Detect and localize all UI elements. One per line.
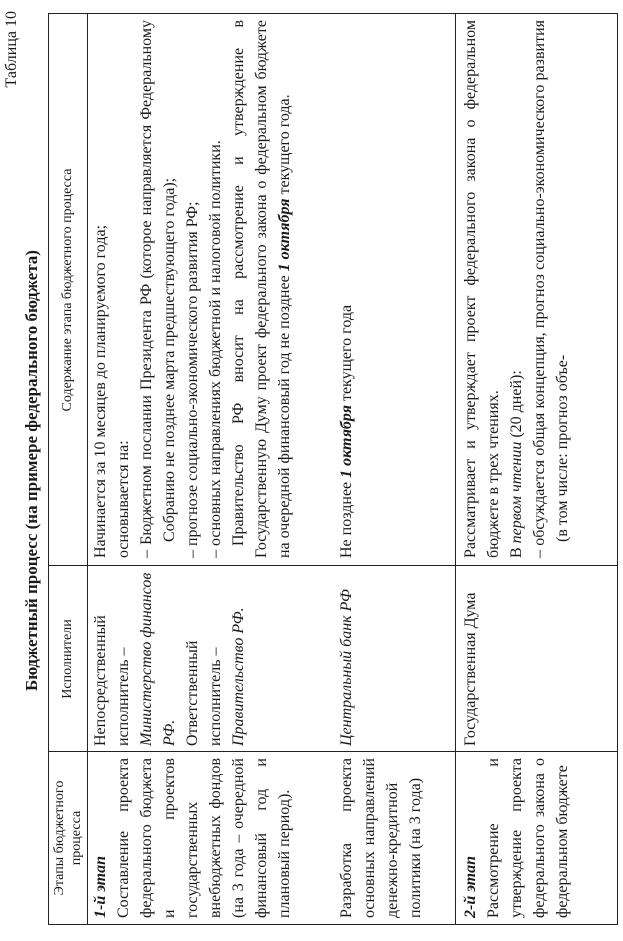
content-submission: Правительство РФ вносит на рассмотрение и утверждение в Государственную Думу проект федерального закона о федеральном бюджете на очередной финансовый год не позднее 1 октября текущего года. xyxy=(230,20,293,558)
row1-stage-cell xyxy=(89,758,296,918)
budget-process-table xyxy=(48,13,618,925)
performer-responsible-label: Ответственный исполнитель – xyxy=(184,640,224,746)
content-list-item: – обсуждается общая концепция, прогноз социально-экономического развития (в том числе: прогноз объе- xyxy=(531,20,571,558)
row2-stage-cell xyxy=(459,758,574,918)
deadline-date: 1 октября xyxy=(276,198,293,272)
stage-monetary-text: Разработка проекта основных направлений денежно-кредитной политики (на 3 года) xyxy=(338,758,424,918)
row1b-stage-cell xyxy=(335,758,427,918)
header-stages: Этапы бюджетного процесса xyxy=(52,780,84,896)
content-list-item: – основных направлениях бюджетной и налоговой политики. xyxy=(207,140,224,558)
performer-duma: Государственная Дума xyxy=(462,592,479,746)
header-performers: Исполнители xyxy=(60,619,75,699)
header-divider xyxy=(87,14,88,924)
content-first-reading: В первом чтении (20 дней): xyxy=(508,370,525,558)
row2-content-cell xyxy=(459,20,574,558)
content-readings: Рассматривает и утверждает проект федерального закона о федеральном бюджете в трех чтениях. xyxy=(462,20,502,558)
deadline-date: 1 октября xyxy=(338,405,355,478)
column-divider xyxy=(49,751,617,752)
stage-2-title: 2-й этап xyxy=(462,856,479,918)
performer-direct-name: Министерство финансов РФ. xyxy=(138,572,178,746)
stage-1-title: 1-й этап xyxy=(92,856,109,918)
row-divider xyxy=(455,14,456,924)
table-label: Таблица 10 xyxy=(3,11,20,88)
stage-2-text: Рассмотрение и утверждение проекта федерального закона о федеральном бюджете xyxy=(485,758,571,918)
content-list-item: – Бюджетном послании Президента РФ (которое направляется Федеральному Собранию не позднее марта предшествующего года); xyxy=(138,20,178,558)
content-list-item: – прогнозе социально-экономического развития РФ; xyxy=(184,201,201,558)
performer-responsible-name: Правительство РФ. xyxy=(230,607,247,746)
performer-central-bank: Центральный банк РФ xyxy=(338,589,355,746)
page-title: Бюджетный процесс (на примере федерального бюджета) xyxy=(22,250,41,691)
row2-performer-cell xyxy=(459,572,482,746)
stage-1-text: Составление проекта федерального бюджета и проектов государственных внебюджетных фондов (на 3 года – очередной финансовый год и плановый период). xyxy=(115,758,293,918)
content-monetary-deadline: Не позднее 1 октября текущего года xyxy=(338,304,355,558)
row1b-content-cell xyxy=(335,20,358,558)
performer-direct-label: Непосредственный исполнитель – xyxy=(92,615,132,746)
row1-content-cell xyxy=(89,20,296,558)
row1-performers-cell xyxy=(89,572,250,746)
content-start: Начинается за 10 месяцев до планируемого года; xyxy=(92,224,109,558)
header-content: Содержание этапа бюджетного процесса xyxy=(60,168,75,412)
row1b-performer-cell xyxy=(335,572,358,746)
content-basis: основывается на: xyxy=(115,440,132,558)
column-divider xyxy=(49,565,617,566)
